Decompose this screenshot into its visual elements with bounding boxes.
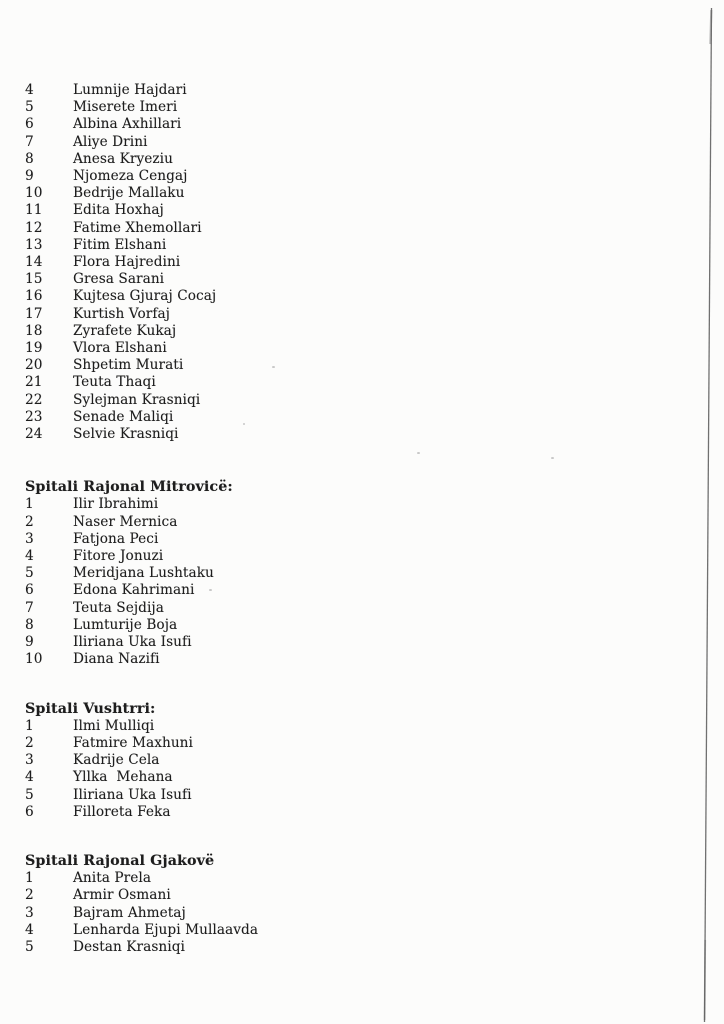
list-item-name: Lumturije Boja: [73, 616, 178, 633]
list-item-number: 2: [25, 513, 34, 530]
list-item: [25, 787, 688, 804]
list-item-name: Lumnije Hajdari: [73, 82, 187, 98]
section-heading: Spitali Vushtrri:: [25, 700, 156, 717]
list-item-number: 24: [25, 426, 43, 443]
list-item: [25, 617, 688, 634]
list-item-name: Fitore Jonuzi: [73, 548, 164, 565]
list-item-name: Teuta Thaqi: [73, 374, 156, 391]
list-item-name: Yllka Mehana: [73, 769, 173, 786]
list-item: [25, 185, 688, 202]
list-item: [25, 168, 688, 185]
list-item: [25, 82, 688, 99]
list-item-name: Iliriana Uka Isufi: [73, 634, 192, 651]
hospital-section: [25, 479, 688, 668]
section-heading: Spitali Rajonal Mitrovicë:: [25, 479, 233, 496]
list-item-name: Flora Hajredini: [73, 254, 181, 271]
hospital-section: [25, 701, 688, 821]
list-item: [25, 254, 688, 271]
list-item-name: Filloreta Feka: [73, 803, 171, 820]
list-item-name: Meridjana Lushtaku: [73, 565, 214, 582]
list-item: [25, 288, 688, 305]
list-item: [25, 357, 688, 374]
list-item-name: Ilmi Mulliqi: [73, 717, 155, 734]
list-item: [25, 99, 688, 116]
list-item: [25, 565, 688, 582]
hospital-section: [25, 82, 688, 443]
list-item-number: 2: [25, 734, 34, 751]
list-item-number: 13: [25, 236, 43, 253]
list-item: [25, 409, 688, 426]
list-item: [25, 887, 688, 904]
list-item-name: Teuta Sejdija: [73, 599, 164, 616]
list-item-number: 15: [25, 271, 43, 288]
list-item-number: 12: [25, 219, 43, 236]
list-item-number: 19: [25, 340, 43, 357]
list-item-number: 18: [25, 322, 43, 339]
list-item: [25, 939, 688, 956]
list-item-number: 8: [25, 150, 34, 167]
list-item: [25, 323, 688, 340]
list-item: [25, 496, 688, 513]
list-item: [25, 306, 688, 323]
list-item: [25, 151, 688, 168]
list-item-number: 16: [25, 288, 43, 305]
list-item-name: Kurtish Vorfaj: [73, 305, 170, 322]
list-item-number: 10: [25, 185, 43, 202]
section-rows: [25, 718, 688, 821]
list-item: [25, 514, 688, 531]
list-item-name: Fatjona Peci: [73, 530, 159, 547]
list-item-number: 5: [25, 99, 34, 116]
list-item-name: Shpetim Murati: [73, 357, 184, 374]
list-item-name: Fitim Elshani: [73, 236, 167, 253]
list-item-name: Bedrije Mallaku: [73, 185, 185, 202]
list-item: [25, 922, 688, 939]
list-item: [25, 548, 688, 565]
list-item-number: 3: [25, 530, 34, 547]
list-item: [25, 752, 688, 769]
list-item-name: Iliriana Uka Isufi: [73, 786, 192, 803]
scan-speck: [272, 366, 275, 368]
list-item-name: Lenharda Ejupi Mullaavda: [73, 921, 259, 938]
list-item: [25, 392, 688, 409]
list-item-number: 1: [25, 717, 34, 734]
list-item-number: 7: [25, 133, 34, 150]
list-item-name: Edona Kahrimani: [73, 582, 195, 599]
list-item-number: 22: [25, 391, 43, 408]
list-item-number: 5: [25, 786, 34, 803]
list-item-number: 5: [25, 938, 34, 955]
list-item-number: 4: [25, 921, 34, 938]
scan-speck: [243, 423, 245, 425]
list-item-number: 11: [25, 202, 43, 219]
section-rows: [25, 496, 688, 668]
list-item-name: Zyrafete Kukaj: [73, 322, 177, 339]
list-item: [25, 237, 688, 254]
list-item: [25, 340, 688, 357]
list-item-name: Fatmire Maxhuni: [73, 734, 193, 751]
list-item: [25, 651, 688, 668]
list-item-number: 7: [25, 599, 34, 616]
list-item-number: 6: [25, 116, 34, 133]
section-rows: [25, 870, 688, 956]
list-item-number: 3: [25, 752, 34, 769]
list-item: [25, 220, 688, 237]
list-item-number: 4: [25, 548, 34, 565]
list-item-name: Fatime Xhemollari: [73, 219, 202, 236]
list-item-name: Diana Nazifi: [73, 651, 160, 668]
list-item-number: 2: [25, 887, 34, 904]
list-item-number: 10: [25, 651, 43, 668]
document-content: [25, 82, 688, 956]
list-item-name: Edita Hoxhaj: [73, 202, 164, 219]
list-item-name: Bajram Ahmetaj: [73, 904, 186, 921]
list-item-name: Anesa Kryeziu: [73, 150, 173, 167]
list-item: [25, 116, 688, 133]
list-item-name: Kadrije Cela: [73, 752, 160, 769]
list-item-name: Albina Axhillari: [73, 116, 182, 133]
list-item-name: Ilir Ibrahimi: [73, 496, 159, 513]
list-item-number: 23: [25, 408, 43, 425]
list-item-name: Destan Krasniqi: [73, 938, 185, 955]
list-item: [25, 870, 688, 887]
list-item: [25, 905, 688, 922]
list-item-number: 17: [25, 305, 43, 322]
list-item-name: Naser Mernica: [73, 513, 178, 530]
list-item-number: 21: [25, 374, 43, 391]
list-item-number: 4: [25, 82, 34, 98]
list-item-number: 4: [25, 769, 34, 786]
list-item: [25, 804, 688, 821]
scan-speck: [417, 452, 420, 454]
list-item-number: 6: [25, 803, 34, 820]
list-item-number: 1: [25, 870, 34, 887]
list-item-number: 5: [25, 565, 34, 582]
scan-speck: [551, 457, 554, 459]
list-item: [25, 634, 688, 651]
list-item: [25, 769, 688, 786]
list-item-name: Miserete Imeri: [73, 99, 178, 116]
list-item-name: Selvie Krasniqi: [73, 426, 179, 443]
list-item-number: 20: [25, 357, 43, 374]
list-item: [25, 718, 688, 735]
list-item: [25, 582, 688, 599]
list-item-name: Senade Maliqi: [73, 408, 174, 425]
list-item-name: Vlora Elshani: [73, 340, 167, 357]
list-item: [25, 735, 688, 752]
list-item: [25, 134, 688, 151]
list-item-number: 3: [25, 904, 34, 921]
list-item-number: 1: [25, 496, 34, 513]
list-item: [25, 271, 688, 288]
list-item-number: 8: [25, 616, 34, 633]
scan-speck: [209, 589, 212, 591]
list-item-name: Gresa Sarani: [73, 271, 165, 288]
list-item-name: Sylejman Krasniqi: [73, 391, 201, 408]
list-item-name: Aliye Drini: [73, 133, 148, 150]
list-item: [25, 531, 688, 548]
list-item: [25, 600, 688, 617]
hospital-section: [25, 853, 688, 956]
list-item: [25, 374, 688, 391]
list-item-name: Njomeza Cengaj: [73, 168, 188, 185]
list-item-number: 6: [25, 582, 34, 599]
section-rows: [25, 82, 688, 443]
list-item-name: Anita Prela: [73, 870, 152, 887]
list-item-number: 9: [25, 634, 34, 651]
list-item-number: 9: [25, 168, 34, 185]
list-item: [25, 202, 688, 219]
section-heading: Spitali Rajonal Gjakovë: [25, 852, 215, 869]
list-item-name: Armir Osmani: [73, 887, 171, 904]
list-item-number: 14: [25, 254, 43, 271]
list-item: [25, 426, 688, 443]
list-item-name: Kujtesa Gjuraj Cocaj: [73, 288, 217, 305]
